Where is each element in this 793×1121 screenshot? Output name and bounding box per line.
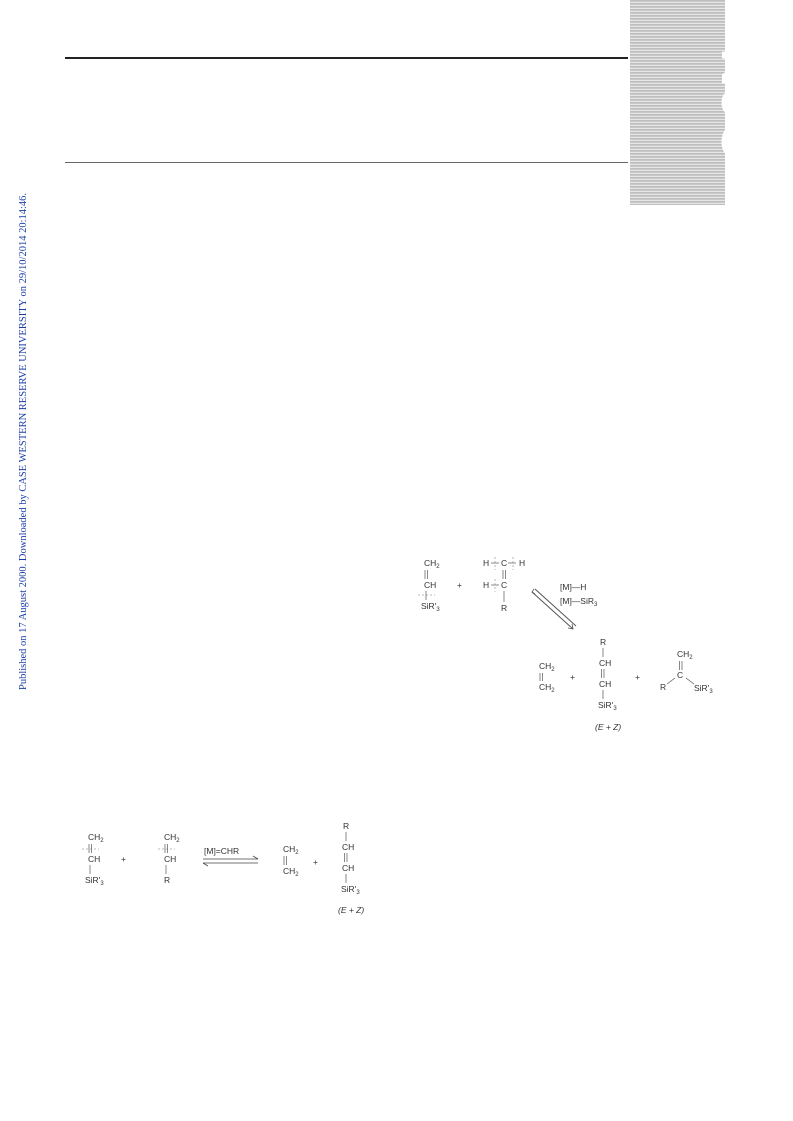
download-watermark-text[interactable]: Published on 17 August 2000. Downloaded by CASE WESTERN RESERVE UNIVERSITY on 29/10/2014 20:14:46.: [18, 192, 29, 690]
reactant1-ch2-label: $CH_2$: [88, 832, 104, 844]
plus-sign-2: +: [570, 672, 575, 682]
product-gem-vinylsilane: [660, 649, 713, 695]
product1-ch2-bottom: $CH_2$: [283, 866, 299, 878]
scheme-silylative-coupling: [410, 548, 730, 738]
product3-c-label: C: [677, 670, 684, 680]
product1-ch2-bottom: $CH_2$: [539, 682, 555, 694]
equilibrium-arrows: [532, 589, 576, 629]
product2-ch1-label: CH: [342, 842, 355, 852]
product2-ch2-label: CH: [342, 863, 355, 873]
reactant-olefin: [158, 832, 180, 885]
reactant2-c2-label: C: [501, 580, 508, 590]
product3-r-label: R: [660, 682, 667, 692]
reactant1-ch-label: CH: [88, 854, 101, 864]
product1-ch2-top: $CH_2$: [283, 844, 299, 856]
reactant1-silyl-label: $SiR'_3$: [85, 875, 104, 887]
reactant2-r-label: R: [164, 875, 171, 885]
reactant2-ch-label: CH: [164, 854, 177, 864]
reactant-vinylsilane: [418, 558, 440, 613]
product-ethylene: [539, 661, 555, 694]
header-top-rule: [65, 57, 628, 59]
reactant2-r-label: R: [501, 603, 508, 613]
product2-isomer-note: (E + Z): [338, 905, 365, 915]
product1-ch2-top: $CH_2$: [539, 661, 555, 673]
plus-sign-3: +: [635, 672, 640, 682]
journal-tab-letters: NJC: [710, 48, 770, 163]
reactant1-silyl-label: $SiR'_3$: [421, 601, 440, 613]
reactant-olefin: [483, 557, 525, 613]
product-vinylsilane: [595, 637, 621, 732]
product2-silyl-label: $SiR'_3$: [341, 884, 360, 896]
product3-ch2-label: $CH_2$: [677, 649, 693, 661]
product2-r-label: R: [600, 637, 607, 647]
reactant2-ch2-label: $CH_2$: [164, 832, 180, 844]
product2-r-label: R: [343, 821, 350, 831]
scheme-metathesis: [75, 818, 375, 923]
plus-sign-1: +: [121, 854, 126, 864]
header-bottom-rule: [65, 162, 628, 163]
download-watermark-sidebar: [0, 0, 29, 1121]
plus-sign-1: +: [457, 580, 462, 590]
product3-silyl-label: $SiR'_3$: [694, 683, 713, 695]
reactant1-ch2-label: $CH_2$: [424, 558, 440, 570]
equilibrium-arrows: [203, 856, 258, 866]
reactant-vinylsilane: [82, 832, 104, 887]
product2-isomer-note: (E + Z): [595, 722, 622, 732]
catalyst-hydride-label: [M]—H: [560, 582, 587, 592]
reactant2-h1-label: H: [483, 558, 490, 568]
catalyst-label: [M]=CHR: [204, 846, 240, 856]
reactant1-ch-label: CH: [424, 580, 437, 590]
product2-silyl-label: $SiR'_3$: [598, 700, 617, 712]
product2-ch1-label: CH: [599, 658, 612, 668]
reactant2-h3-label: H: [483, 580, 490, 590]
product-ethylene: [283, 844, 299, 878]
reactant2-c1-label: C: [501, 558, 508, 568]
product2-ch2-label: CH: [599, 679, 612, 689]
reactant2-h2-label: H: [519, 558, 526, 568]
catalyst-silyl-label: [M]—SiR$_3$: [560, 596, 598, 608]
plus-sign-2: +: [313, 857, 318, 867]
product-vinylsilane: [338, 821, 364, 915]
journal-tab: [630, 0, 770, 205]
